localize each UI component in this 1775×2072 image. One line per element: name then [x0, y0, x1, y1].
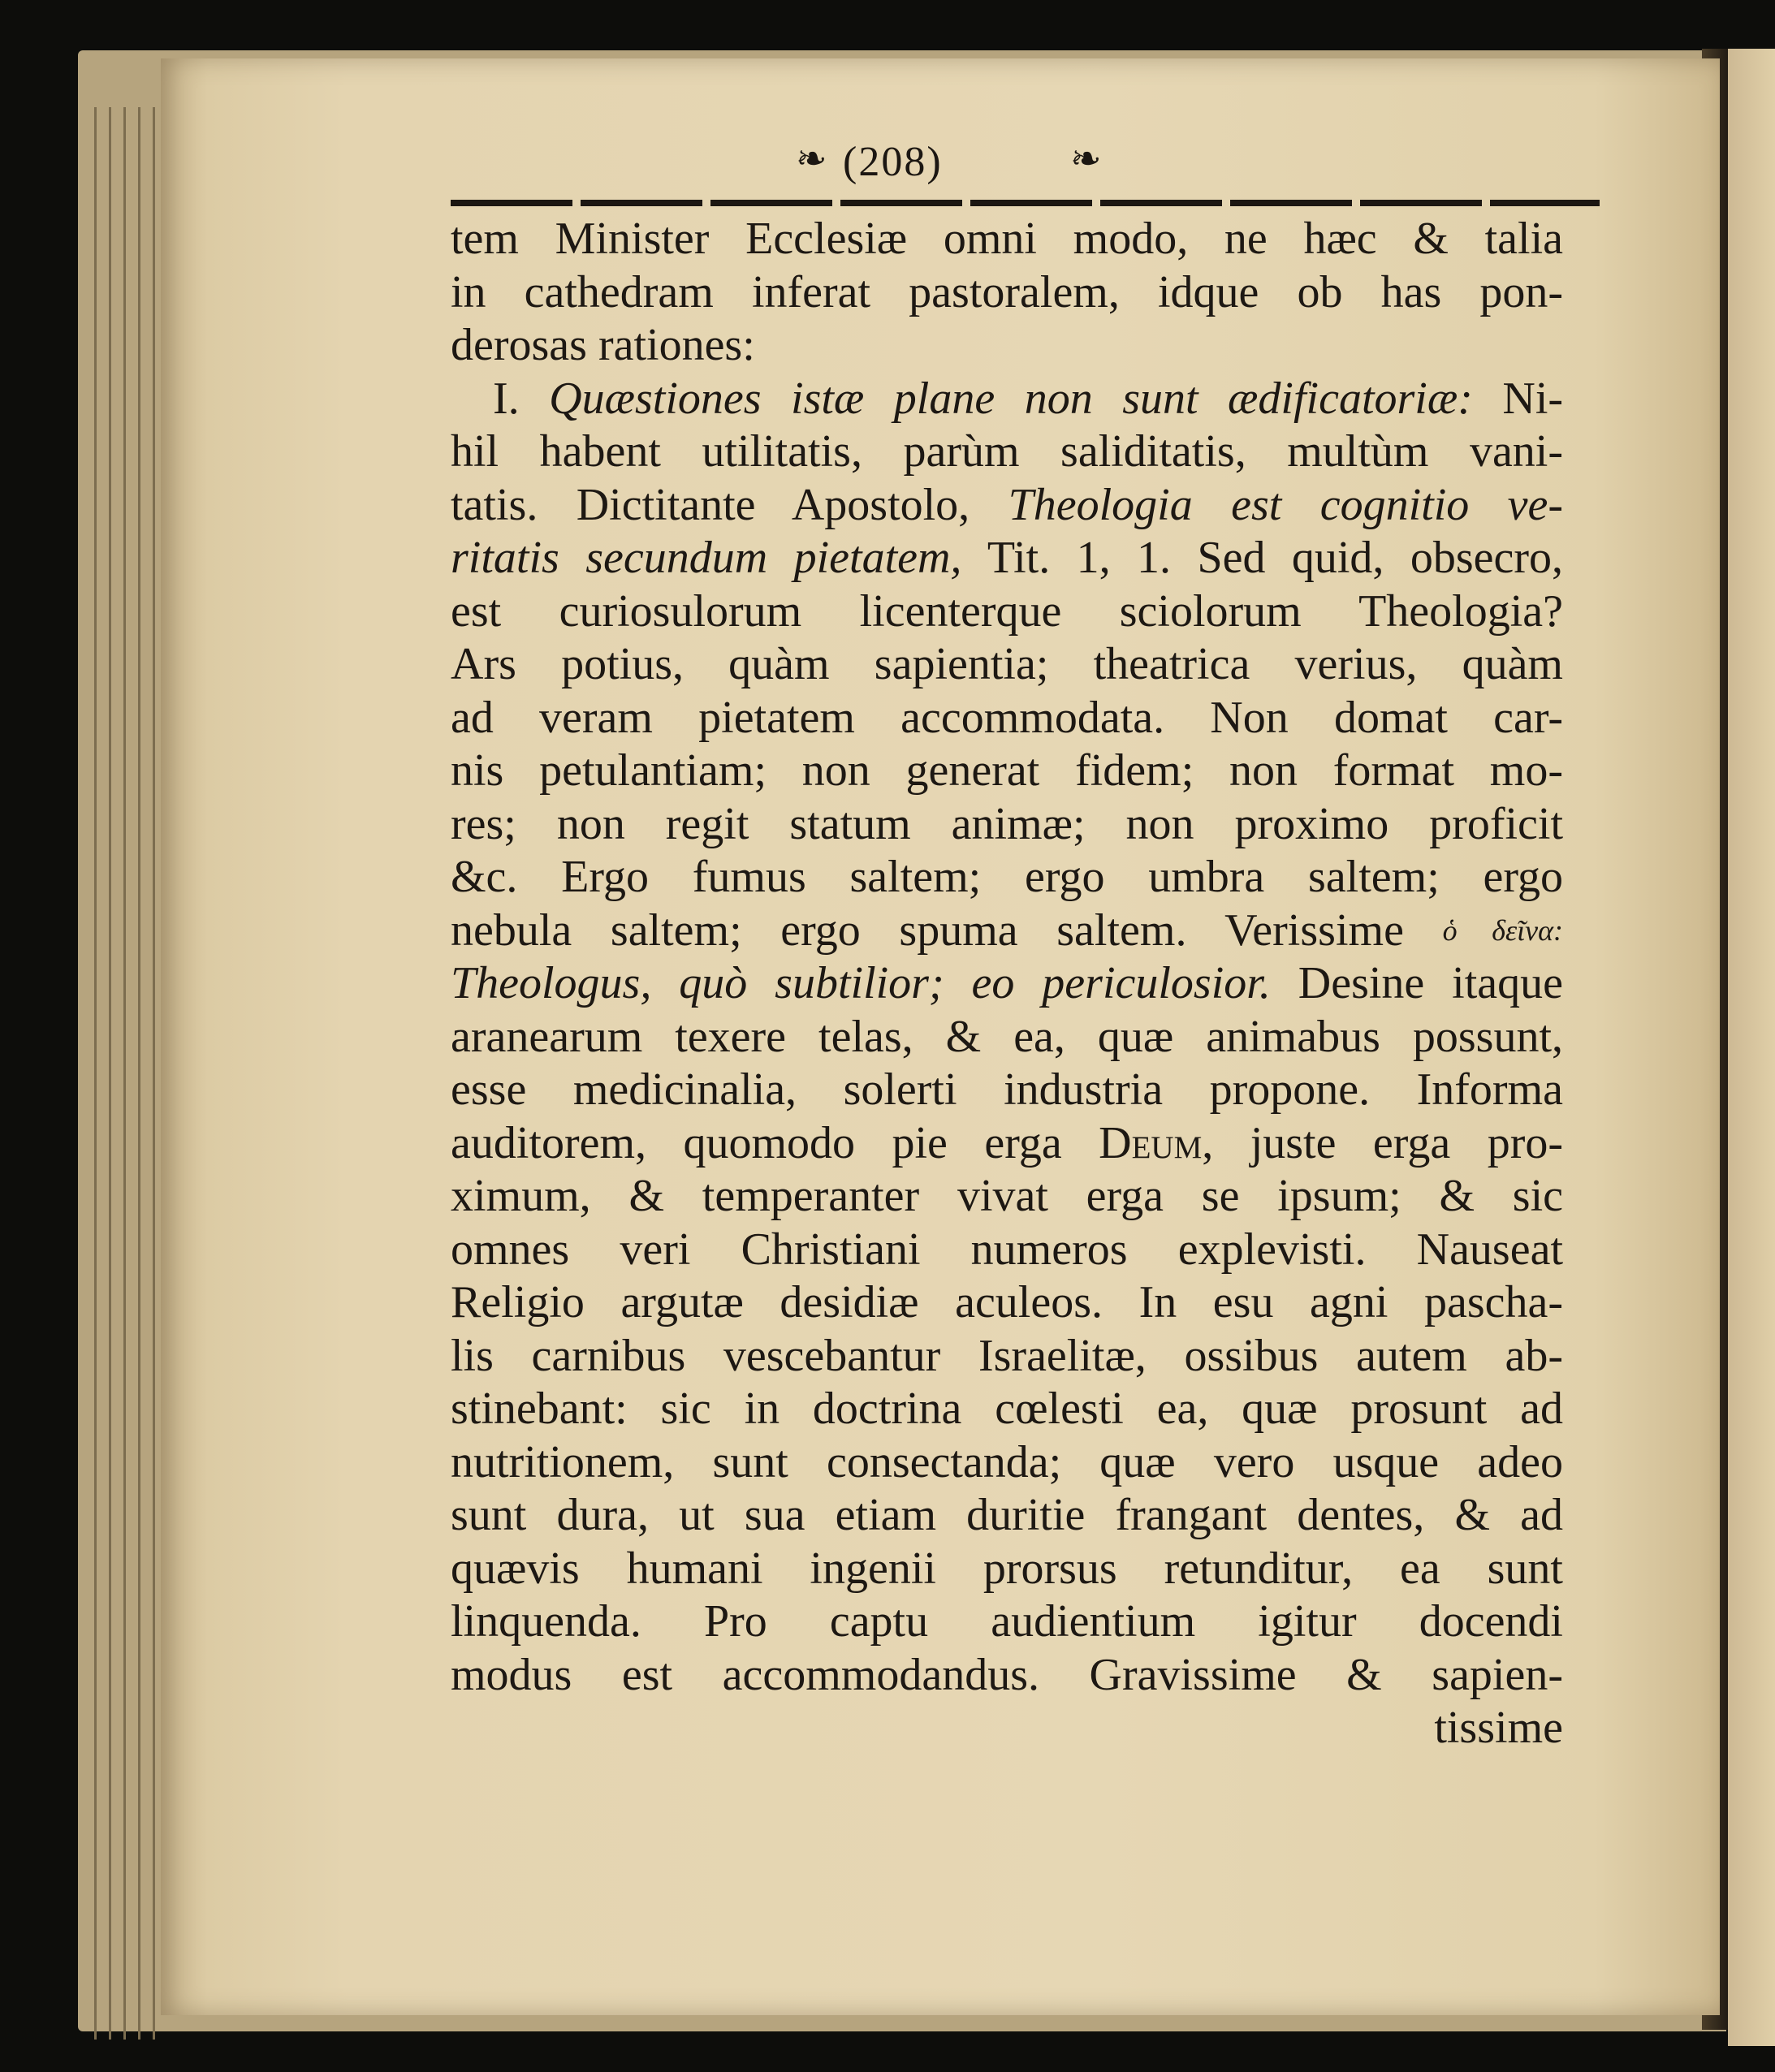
header-rule [451, 200, 1600, 206]
text-line: &c. Ergo fumus saltem; ergo umbra saltem; ergo [451, 852, 1563, 902]
page-edge-line [153, 107, 155, 2040]
text-segment: Desine itaque [1298, 958, 1564, 1008]
text-line: hil habent utilitatis, parùm saliditatis, multùm vani- [451, 426, 1563, 477]
text-line: derosas rationes: [451, 320, 755, 370]
text-line: Religio argutæ desidiæ aculeos. In esu agni pascha- [451, 1277, 1563, 1327]
text-line: nis petulantiam; non generat fidem; non format mo- [451, 745, 1563, 796]
text-line: res; non regit statum animæ; non proximo proficit [451, 798, 1563, 849]
text-line: lis carnibus vescebantur Israelitæ, ossibus autem ab- [451, 1330, 1563, 1381]
fleuron-ornament-right: ❧ [1070, 138, 1102, 179]
body-text [451, 213, 1563, 1755]
text-segment: Tit. 1, 1. Sed quid, obsecro, [987, 533, 1563, 583]
page-edge-line [109, 107, 111, 2040]
list-number: I. [493, 373, 520, 424]
fleuron-ornament-left: ❧ [796, 138, 827, 179]
text-segment: , juste erga pro- [1202, 1117, 1564, 1168]
text-line: sunt dura, ut sua etiam duritie frangant dentes, & ad [451, 1490, 1563, 1540]
page-edge-line [94, 107, 97, 2040]
page-edge-line [123, 107, 126, 2040]
text-line: esse medicinalia, solerti industria propone. Informa [451, 1064, 1563, 1115]
italic-heading: Quæstiones istæ plane non sunt ædificatoriæ: [549, 373, 1473, 424]
text-line: nutritionem, sunt consectanda; quæ vero usque adeo [451, 1436, 1563, 1487]
text-line: est curiosulorum licenterque sciolorum Theologia? [451, 585, 1563, 637]
italic-quote: Theologus, quò subtilior; eo periculosior. [451, 958, 1271, 1008]
catchword: tissime [1434, 1703, 1563, 1753]
text-line: in cathedram inferat pastoralem, idque ob has pon- [451, 266, 1563, 317]
greek-text: ὁ δεῖνα: [1442, 913, 1564, 947]
text-line: quævis humani ingenii prorsus retunditur, ea sunt [451, 1543, 1563, 1594]
text-line [451, 373, 1563, 426]
text-segment: Ni- [1502, 373, 1564, 424]
text-line: modus est accommodandus. Gravissime & sapien- [451, 1649, 1563, 1700]
text-line: linquenda. Pro captu audientium igitur docendi [451, 1596, 1563, 1647]
text-segment: tatis. Dictitante Apostolo, [451, 479, 970, 530]
text-line [451, 532, 1563, 585]
text-line: omnes veri Christiani numeros explevisti. Nauseat [451, 1224, 1563, 1275]
text-line: aranearum texere telas, & ea, quæ animabus possunt, [451, 1011, 1563, 1062]
text-line [451, 957, 1563, 1011]
text-line [451, 1117, 1563, 1171]
small-caps-word: Deum [1099, 1117, 1203, 1168]
facing-page-edge [1728, 49, 1775, 2046]
page-edge-line [138, 107, 140, 2040]
text-line: stinebant: sic in doctrina cœlesti ea, quæ prosunt ad [451, 1383, 1563, 1434]
text-line [451, 904, 1563, 958]
italic-quote: Theologia est cognitio ve- [1008, 479, 1564, 530]
text-line: tem Minister Ecclesiæ omni modo, ne hæc & talia [451, 214, 1563, 264]
italic-quote: ritatis secundum pietatem, [451, 533, 962, 583]
text-segment: auditorem, quomodo pie erga [451, 1117, 1062, 1168]
text-line: ximum, & temperanter vivat erga se ipsum; & sic [451, 1171, 1563, 1221]
text-line [451, 479, 1563, 533]
page-number: (208) [843, 139, 943, 185]
text-line: Ars potius, quàm sapientia; theatrica verius, quàm [451, 639, 1563, 689]
text-line: ad veram pietatem accommodata. Non domat car- [451, 692, 1563, 743]
text-segment: nebula saltem; ergo spuma saltem. Verissime [451, 904, 1404, 956]
